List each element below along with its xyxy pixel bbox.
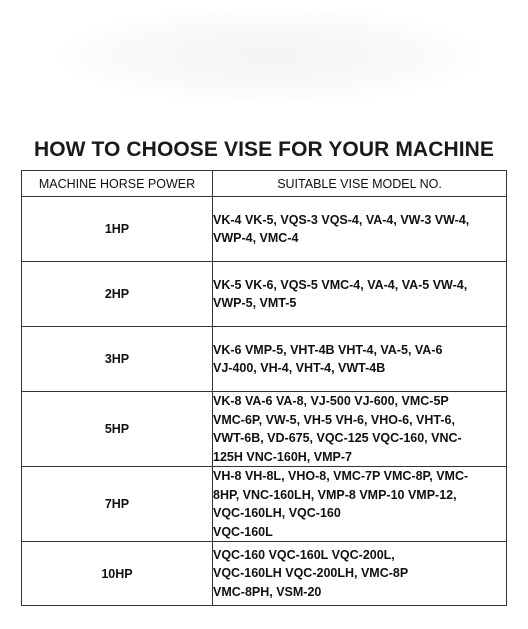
table-row bbox=[22, 542, 507, 606]
model-line: VWT-6B, VD-675, VQC-125 VQC-160, VNC- bbox=[213, 431, 462, 445]
page-title: HOW TO CHOOSE VISE FOR YOUR MACHINE bbox=[33, 138, 495, 161]
column-header-vise-model: SUITABLE VISE MODEL NO. bbox=[213, 171, 507, 197]
model-line: VH-8 VH-8L, VHO-8, VMC-7P VMC-8P, VMC- bbox=[213, 469, 469, 483]
background-smudge bbox=[60, 8, 480, 103]
vise-models-cell bbox=[213, 197, 507, 262]
model-line: VQC-160L bbox=[213, 524, 273, 539]
horse-power-cell: 10HP bbox=[22, 542, 213, 606]
model-line: VJ-400, VH-4, VHT-4, VWT-4B bbox=[213, 361, 386, 375]
table-header-row bbox=[22, 171, 507, 197]
table-row bbox=[22, 262, 507, 327]
column-header-horse-power: MACHINE HORSE POWER bbox=[22, 171, 213, 197]
model-line: VWP-4, VMC-4 bbox=[213, 231, 299, 245]
model-line: VQC-160LH, VQC-160 bbox=[213, 506, 341, 520]
model-line: VK-6 VMP-5, VHT-4B VHT-4, VA-5, VA-6 bbox=[213, 342, 443, 357]
model-line: VK-8 VA-6 VA-8, VJ-500 VJ-600, VMC-5P bbox=[213, 394, 449, 408]
vise-models-cell bbox=[213, 392, 507, 467]
vise-selection-table bbox=[21, 170, 507, 606]
table-row bbox=[22, 327, 507, 392]
vise-models-cell bbox=[213, 262, 507, 327]
horse-power-cell: 1HP bbox=[22, 197, 213, 262]
vise-models-cell bbox=[213, 327, 507, 392]
vise-models-cell bbox=[213, 542, 507, 606]
model-line: VMC-8PH, VSM-20 bbox=[213, 584, 322, 599]
model-line: VWP-5, VMT-5 bbox=[213, 296, 297, 310]
model-line: VK-4 VK-5, VQS-3 VQS-4, VA-4, VW-3 VW-4, bbox=[213, 212, 470, 227]
horse-power-cell: 2HP bbox=[22, 262, 213, 327]
table-row bbox=[22, 197, 507, 262]
table-row bbox=[22, 392, 507, 467]
horse-power-cell: 5HP bbox=[22, 392, 213, 467]
horse-power-cell: 3HP bbox=[22, 327, 213, 392]
model-line: VK-5 VK-6, VQS-5 VMC-4, VA-4, VA-5 VW-4, bbox=[213, 277, 468, 292]
horse-power-cell: 7HP bbox=[22, 467, 213, 542]
model-line: 125H VNC-160H, VMP-7 bbox=[213, 449, 352, 464]
model-line: VQC-160 VQC-160L VQC-200L, bbox=[213, 547, 395, 562]
vise-models-cell bbox=[213, 467, 507, 542]
model-line: 8HP, VNC-160LH, VMP-8 VMP-10 VMP-12, bbox=[213, 487, 457, 502]
table-row bbox=[22, 467, 507, 542]
model-line: VMC-6P, VW-5, VH-5 VH-6, VHO-6, VHT-6, bbox=[213, 412, 455, 427]
model-line: VQC-160LH VQC-200LH, VMC-8P bbox=[213, 566, 409, 581]
